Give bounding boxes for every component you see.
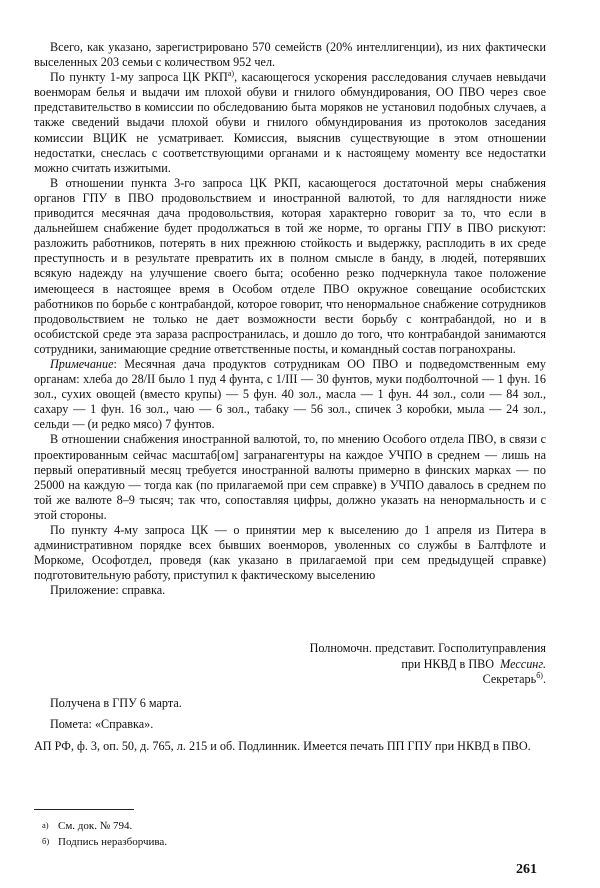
received-note: Получена в ГПУ 6 марта. <box>50 696 182 710</box>
footnote-text: См. док. № 794. <box>58 820 133 832</box>
secretary-label: Секретарь <box>482 672 537 687</box>
footnote-text: Подпись неразборчива. <box>58 836 168 848</box>
footnote-marker: а) <box>42 820 49 830</box>
archive-reference: АП РФ, ф. 3, оп. 50, д. 765, л. 215 и об. Подлинник. Имеется печать ПП ГПУ при НКВД в ПВО. <box>34 739 531 753</box>
paragraph-point-1 <box>34 70 546 176</box>
paragraph-registration: Всего, как указано, зарегистрировано 570 семейств (20% интеллигенции), из них фактически выселенных 203 семьи с количеством 952 чел. <box>34 40 546 70</box>
footnote-a <box>42 819 132 833</box>
footnote-divider <box>34 809 134 810</box>
secretary-end: . <box>542 672 546 687</box>
paragraph-point-4: По пункту 4-му запроса ЦК — о принятии мер к выселению до 1 апреля из Питера в административном порядке всех бывших военморов, уволенных со службы в Балтфлоте и Моркоме, Ософотдел, проведя (как указано в прилагаемой при сем предыдущей справке) подготовительную работу, приступил к фактическому выселению <box>34 523 546 583</box>
paragraph-note <box>34 357 546 432</box>
note-label: Примечание <box>50 356 114 371</box>
footnote-marker: б) <box>42 836 50 846</box>
body-text <box>34 40 546 598</box>
attachment-line: Приложение: справка. <box>50 583 166 598</box>
signature-line-2 <box>166 657 546 673</box>
footnote-ref-b: б) <box>536 671 543 681</box>
page-number: 261 <box>516 862 537 877</box>
annotation-mark: Пометa: «Справка». <box>50 717 154 731</box>
footnote-b <box>42 835 167 849</box>
paragraph-currency: В отношении снабжения иностранной валютой, то, по мнению Особого отдела ПВО, в связи с проектированным сейчас масштаб[ом] загранагентуры на каждое УЧПО в среднем — лишь на первый оперативный месяц требуется иностранной валюты примерно в финских марках — по 25000 на каждую — тогда как (по прилагаемой при сем справке) в УЧПО давалось в среднем по той же валюте 8–9 тысяч; так что, сопоставляя цифры, должно указать на ненормальность и с этой стороны. <box>34 432 546 522</box>
signature-line-3 <box>166 672 546 688</box>
footnote-ref-a: а) <box>227 69 235 79</box>
paragraph-point-1-start: По пункту 1-му запроса ЦК РКП <box>50 70 228 85</box>
note-text: : Месячная дача продуктов сотрудникам ОО ПВО и подведомственным ему органам: хлеба до 28/II было 1 пуд 4 фунта, с 1/III — 30 фунтов, муки подболточной — 1 фун. 16 зол., сухих овощей (вместо крупы) — 5 фун. 40 зол., масла — 1 фун. 44 зол., соли — 84 зол., сахару — 1 фун. 16 зол., чаю — 6 зол., табаку — 56 зол., спичек 3 коробки, мыла — 24 зол., сельди — (и редко мясо) 7 фунтов. <box>34 356 546 432</box>
signature-block <box>166 641 546 688</box>
paragraph-point-1-end: , касающегося ускорения расследования случаев невыдачи военморам белья и выдачи им плохой обуви и гнилого обмундирования, ОО ПВО через свое представительство в комиссии по обследованию быта моряков не установил подобных случаев, а также сведений выдачи плохой обуви и гнилого обмундирования из протоколов заседания комиссии ВЦИК не усматривает. Комиссия, выяснив существующие в этом отношении недостатки, снеслась с соответствующими органами и к настоящему моменту все недостатки можно считать изжитыми. <box>34 70 546 175</box>
signatory-name: Мессинг. <box>500 656 546 671</box>
signature-line-1: Полномочн. представит. Госполитуправления <box>309 641 546 655</box>
paragraph-point-3: В отношении пункта 3-го запроса ЦК РКП, касающегося достаточной меры снабжения органов ГПУ в ПВО продовольствием и иностранной валютой, то для наглядности ниже приводится месячная дача продовольствия, которая характерно говорит за то, что если в дальнейшем снабжение будет продолжаться в той же норме, то органы ГПУ в ПВО рискуют: разложить работников, потерять в них прежнюю стойкость и выдержку, расплодить в их среде преступность и в результате превратить их в полном смысле в банду, в людей, потерявших всякую надежду на улучшение своего быта; особенно резко подчеркнула такое положение имеющееся в настоящее время в Особом отделе ПВО окружное совещание особистских работников по борьбе с контрабандой, которое говорит, что ненормальное снабжение сотрудников продовольствием не только не дает возможности вести борьбу с контрабандой, но и в особистской среде эта зараза распространилась, и дошло до того, что контрабандой занимаются сотрудники, занимающие средние ответственные посты, и командный состав погранохраны. <box>34 175 546 356</box>
signature-prefix: при НКВД в ПВО <box>401 656 495 671</box>
